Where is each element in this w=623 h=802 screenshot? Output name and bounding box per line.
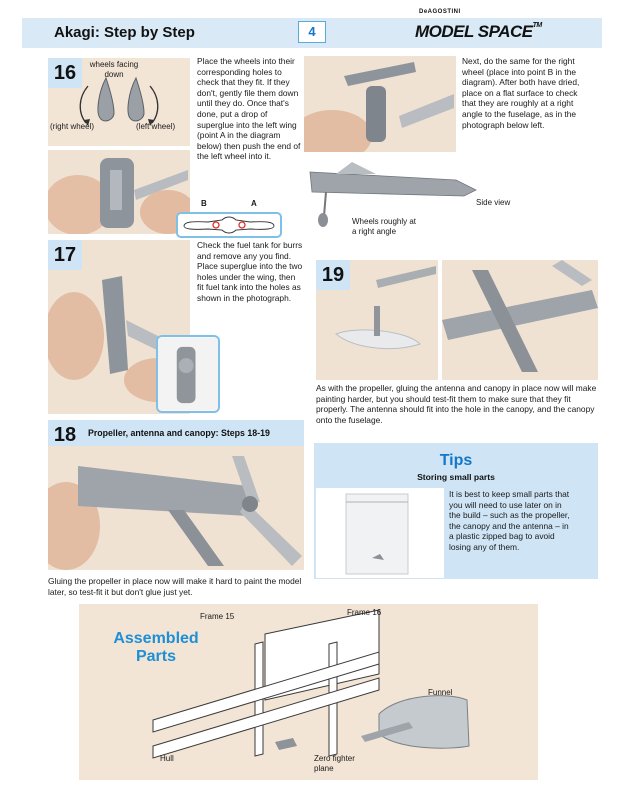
- step18-photo: [48, 446, 304, 570]
- right-wheel-label: (right wheel): [50, 122, 95, 131]
- diagram-label-b: B: [201, 199, 207, 208]
- wing-outline-icon: [178, 214, 280, 236]
- assembled-heading-line1: Assembled: [113, 630, 199, 647]
- canopy-fit-illustration: [442, 260, 598, 380]
- diagram-label-a: A: [251, 199, 257, 208]
- zip-bag-photo: [316, 488, 444, 578]
- step16-number: 16: [48, 58, 82, 88]
- step16-hands-photo: [48, 150, 190, 234]
- left-wheel-label: (left wheel): [136, 122, 176, 131]
- step19-text: As with the propeller, gluing the antenna and canopy in place now will make painting harder, but you should test-fit them to make sure that they fit properly. The antenna should fit into the hole in the canopy, and the canopy onto the fuselage.: [316, 383, 597, 425]
- assembled-heading: [102, 630, 210, 666]
- step19-canopy-photo: [442, 260, 598, 380]
- step17-text: Check the fuel tank for burrs and remove any you find. Place superglue into the two holes under the wing, then fit fuel tank into the holes as shown in the photograph.: [197, 240, 303, 303]
- hands-wheel-illustration: [48, 150, 190, 234]
- step16-right-wheel-photo: [304, 56, 456, 152]
- wing-diagram: [176, 212, 282, 238]
- hull-label: Hull: [160, 754, 174, 763]
- wheels-right-angle-note: Wheels roughly at a right angle: [352, 217, 417, 236]
- step16-text: Place the wheels into their corresponding holes to check that they fit. If they don't, gently file them down until they do. Once that's done, put a drop of superglue into the left wing (point A in the diagram below) then push the end of the left wheel into it.: [197, 56, 301, 162]
- tips-heading: Tips: [439, 452, 473, 469]
- step18-number: 18: [48, 420, 82, 450]
- brand-small: DeAGOSTINI: [419, 9, 461, 15]
- frame16-label: Frame 16: [347, 608, 382, 617]
- zero-fighter-label: Zero fighter plane: [314, 754, 355, 773]
- step18-text: Gluing the propeller in place now will make it hard to paint the model later, so test-fit it but don't glue just yet.: [48, 576, 302, 597]
- page-title: Akagi: Step by Step: [54, 24, 195, 41]
- frame15-label: Frame 15: [200, 612, 235, 621]
- right-wheel-illustration: [304, 56, 456, 152]
- step16-text-right: Next, do the same for the right wheel (place into point B in the diagram). After both have dried, place on a flat surface to check that they are roughly at a right angle to the fuselage, as in the photograph below left.: [462, 56, 580, 130]
- page-number: 4: [298, 21, 326, 43]
- step19-number: 19: [316, 260, 350, 290]
- brand-logo: [415, 22, 542, 42]
- zip-bag-illustration: [316, 488, 444, 578]
- fuel-tank-inset: [156, 335, 220, 413]
- step18-heading: Propeller, antenna and canopy: Steps 18-19: [88, 428, 270, 438]
- tips-text: It is best to keep small parts that you will need to use later on in the build – such as the propeller, the canopy and the antenna – in a plastic zipped bag to avoid losing any of them.: [449, 489, 570, 552]
- brand-logo-text: MODEL SPACE: [415, 22, 533, 41]
- funnel-label: Funnel: [428, 688, 453, 697]
- fuel-tank-closeup-illustration: [158, 337, 218, 411]
- step17-number: 17: [48, 240, 82, 270]
- tips-subheading: Storing small parts: [417, 472, 495, 482]
- assembled-heading-line2: Parts: [135, 648, 177, 665]
- propeller-illustration: [48, 446, 304, 570]
- side-view-label: Side view: [476, 198, 511, 207]
- wheels-facing-caption: wheels facing down: [89, 60, 139, 79]
- brand-tm: TM: [532, 22, 542, 29]
